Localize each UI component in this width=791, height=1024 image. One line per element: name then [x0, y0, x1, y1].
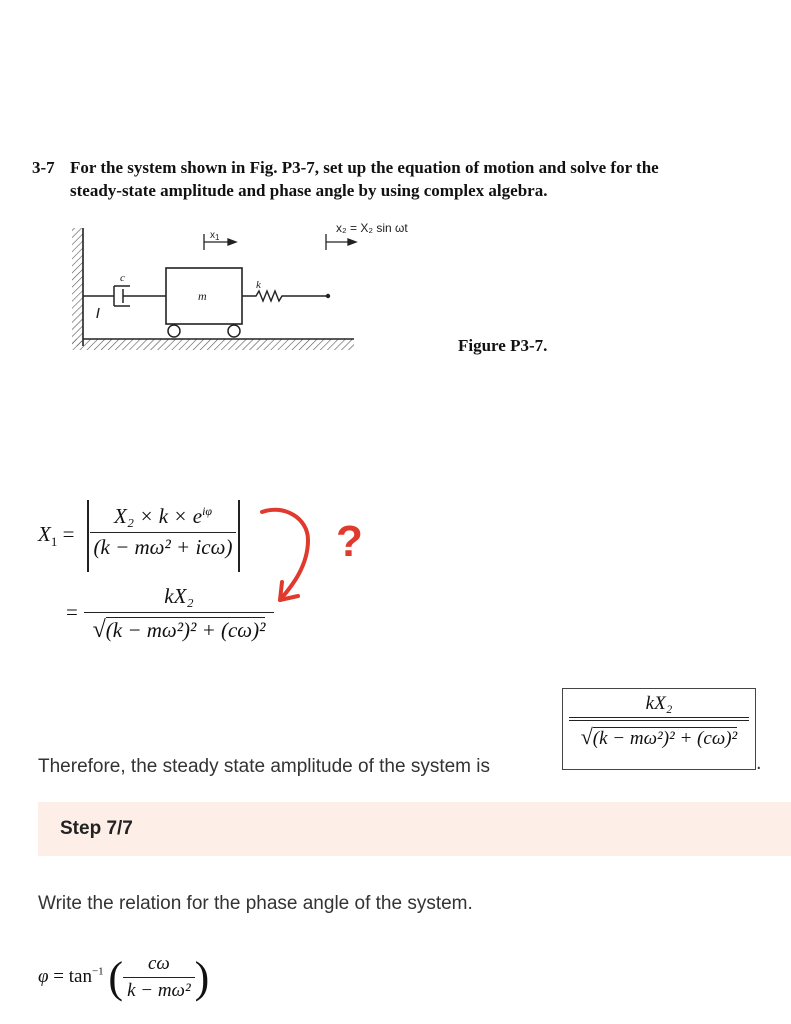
x2-label: x₂ = X₂ sin ωt — [336, 221, 408, 235]
tan-text: = $\tan^{-1}$ — [53, 965, 104, 987]
damper — [83, 286, 166, 318]
step-header-bar — [38, 802, 791, 856]
phase-denominator: k − mω² — [123, 977, 195, 1002]
fraction1-denominator: (k − mω² + icω) — [90, 532, 236, 560]
figure-caption: Figure P3-7. — [458, 336, 548, 355]
fraction2 — [84, 584, 274, 644]
problem-number: 3-7 — [32, 158, 55, 177]
paren-right: ) — [194, 953, 210, 1002]
abs-bar-left — [87, 500, 89, 572]
spring — [242, 291, 328, 301]
x1-arrow — [204, 234, 236, 250]
paren-left: ( — [108, 953, 124, 1002]
problem-text-line2: steady-state amplitude and phase angle by using complex algebra. — [70, 181, 548, 200]
phi-symbol: φ — [38, 965, 49, 987]
problem-text — [70, 156, 750, 202]
answer-denominator: √(k − mω²)² + (cω)² — [580, 724, 738, 749]
wall-hatch — [72, 228, 83, 346]
fraction1-numerator: $X_2 \times k \times e^{i\varphi}$ — [113, 504, 213, 528]
problem-text-line1: For the system shown in Fig. P3-7, set up the equation of motion and solve for the — [70, 158, 659, 177]
wheel-right — [228, 325, 240, 337]
sqrt-symbol-1: √ — [92, 617, 106, 643]
phase-equation — [38, 952, 209, 1003]
fraction2-numerator: kX₂ — [164, 584, 194, 608]
sqrt-symbol-2: √ — [580, 724, 593, 749]
equation-eq2: = — [66, 600, 78, 624]
equation-lhs: $X_1$ = — [38, 522, 75, 550]
damper-label: c — [120, 272, 125, 284]
ground-hatch — [72, 339, 354, 350]
annotation-question-mark: ? — [336, 517, 363, 566]
phase-numerator: cω — [147, 953, 170, 974]
mass-label: m — [198, 289, 207, 303]
answer-numerator: kX₂ — [645, 693, 673, 714]
fraction2-denominator: √(k − mω²)² + (cω)² — [84, 612, 274, 644]
relation-text: Write the relation for the phase angle of the system. — [38, 893, 473, 914]
conclusion-text: Therefore, the steady state amplitude of the system is — [38, 756, 491, 777]
annotation-arrow — [258, 500, 328, 612]
spring-end-dot — [326, 294, 330, 298]
fraction1 — [90, 504, 236, 560]
answer-box — [562, 688, 756, 770]
x2-arrow — [326, 234, 356, 250]
figure-schematic — [70, 218, 450, 360]
x1-label: $x_1$ — [210, 230, 220, 242]
wheel-left — [168, 325, 180, 337]
spring-label: k — [256, 279, 261, 291]
conclusion-period: . — [756, 752, 762, 774]
phase-fraction — [123, 953, 195, 1002]
step-label: Step 7/7 — [60, 818, 133, 839]
abs-bar-right — [238, 500, 240, 572]
